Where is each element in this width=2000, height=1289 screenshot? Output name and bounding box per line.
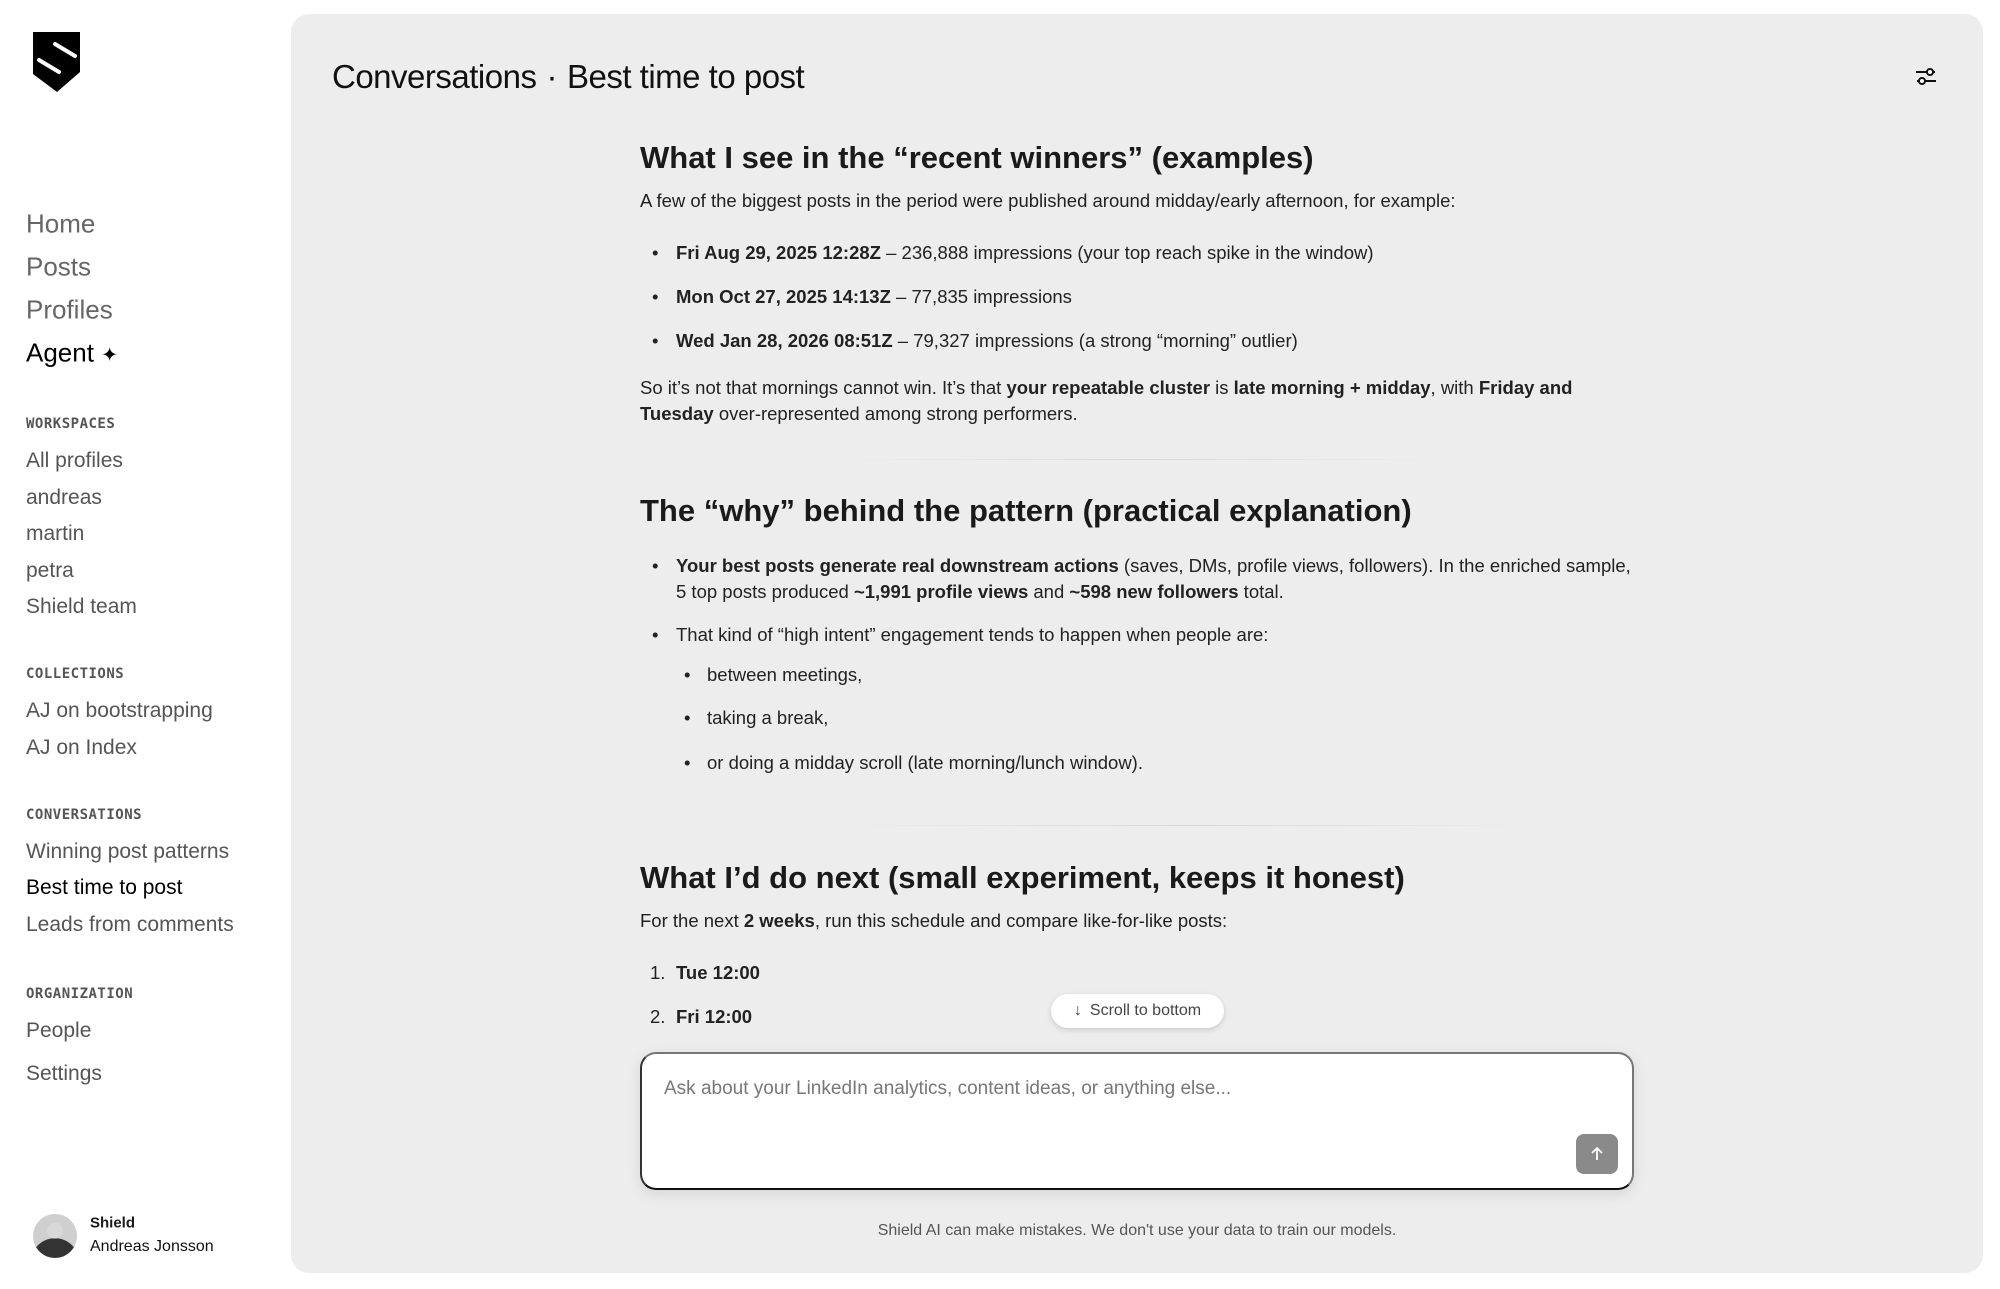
divider bbox=[840, 459, 1440, 460]
schedule-time: Tue 12:00 bbox=[676, 962, 760, 983]
text: over-represented among strong performers. bbox=[713, 403, 1078, 424]
arrow-down-icon: ↓ bbox=[1073, 1002, 1082, 1019]
text-bold: Friday and Tuesday bbox=[640, 377, 1573, 424]
avatar[interactable] bbox=[33, 1214, 77, 1258]
send-button[interactable] bbox=[1576, 1134, 1618, 1174]
example-date: Mon Oct 27, 2025 14:13Z bbox=[676, 286, 891, 307]
text-bold: your repeatable cluster bbox=[1006, 377, 1211, 398]
example-date: Fri Aug 29, 2025 12:28Z bbox=[676, 242, 881, 263]
list-item: • That kind of “high intent” engagement tends to happen when people are: bbox=[640, 622, 1634, 648]
nav-agent-label: Agent bbox=[26, 337, 94, 368]
workspaces-heading: WORKSPACES bbox=[26, 416, 116, 432]
list-item bbox=[640, 284, 1634, 310]
text: , run this schedule and compare like-for-like posts: bbox=[814, 910, 1228, 931]
conversation-title: Best time to post bbox=[566, 58, 805, 95]
page-title bbox=[332, 58, 804, 96]
user-name: Andreas Jonsson bbox=[90, 1238, 214, 1255]
collections-heading: COLLECTIONS bbox=[26, 666, 125, 682]
item-number: 2. bbox=[650, 1006, 666, 1027]
user-org: Shield bbox=[90, 1214, 136, 1232]
sparkle-icon: ✦ bbox=[101, 344, 118, 367]
schedule-item bbox=[640, 960, 1634, 986]
text: So it’s not that mornings cannot win. It’s that bbox=[640, 377, 1007, 398]
conversation-best-time-to-post[interactable]: Best time to post bbox=[26, 876, 183, 899]
message-input-placeholder: Ask about your LinkedIn analytics, content ideas, or anything else... bbox=[664, 1078, 1232, 1099]
sub-list-item: • between meetings, bbox=[640, 662, 1634, 688]
sub-list-item: • or doing a midday scroll (late morning/lunch window). bbox=[640, 750, 1634, 776]
item-number: 1. bbox=[650, 962, 666, 983]
breadcrumb-section[interactable]: Conversations bbox=[332, 58, 537, 95]
example-text: – 77,835 impressions bbox=[890, 286, 1072, 307]
collection-aj-bootstrapping[interactable]: AJ on bootstrapping bbox=[26, 699, 213, 722]
text: total. bbox=[1238, 581, 1284, 602]
disclaimer: Shield AI can make mistakes. We don't use your data to train our models. bbox=[877, 1222, 1397, 1239]
workspace-shield-team[interactable]: Shield team bbox=[26, 595, 137, 618]
list-item bbox=[640, 328, 1634, 354]
scroll-to-bottom-button[interactable] bbox=[1051, 994, 1224, 1028]
nav-profiles[interactable]: Profiles bbox=[26, 294, 113, 325]
text-bold: late morning + midday bbox=[1233, 377, 1431, 398]
collection-aj-index[interactable]: AJ on Index bbox=[26, 736, 137, 759]
nav-agent[interactable] bbox=[26, 338, 118, 369]
divider bbox=[840, 825, 1540, 826]
conversations-heading: CONVERSATIONS bbox=[26, 807, 143, 823]
scroll-to-bottom-label: Scroll to bottom bbox=[1089, 1002, 1202, 1019]
conversation-panel bbox=[291, 14, 1983, 1273]
paragraph-intro: A few of the biggest posts in the period were published around midday/early afternoon, for example: bbox=[640, 190, 1456, 211]
workspace-all-profiles[interactable]: All profiles bbox=[26, 449, 123, 472]
text: For the next bbox=[640, 910, 744, 931]
paragraph-schedule bbox=[640, 908, 1634, 934]
list-item bbox=[640, 553, 1634, 605]
nav-home[interactable]: Home bbox=[26, 208, 96, 239]
text-bold: ~598 new followers bbox=[1069, 581, 1239, 602]
arrow-up-icon bbox=[1588, 1145, 1606, 1163]
nav-settings[interactable]: Settings bbox=[26, 1062, 102, 1085]
shield-logo bbox=[33, 32, 80, 92]
conversation-leads-from-comments[interactable]: Leads from comments bbox=[26, 913, 234, 936]
nav-posts[interactable]: Posts bbox=[26, 251, 92, 282]
workspace-martin[interactable]: martin bbox=[26, 522, 85, 545]
example-text: – 79,327 impressions (a strong “morning” outlier) bbox=[892, 330, 1298, 351]
text-bold: ~1,991 profile views bbox=[853, 581, 1029, 602]
heading-recent-winners: What I see in the “recent winners” (examples) bbox=[640, 140, 1314, 175]
breadcrumb-separator: · bbox=[546, 58, 557, 95]
sub-list-item: • taking a break, bbox=[640, 705, 1634, 731]
example-date: Wed Jan 28, 2026 08:51Z bbox=[676, 330, 893, 351]
text-bold: Your best posts generate real downstream actions bbox=[676, 555, 1119, 576]
example-text: – 236,888 impressions (your top reach spike in the window) bbox=[880, 242, 1374, 263]
nav-people[interactable]: People bbox=[26, 1019, 92, 1042]
settings-sliders-icon[interactable] bbox=[1911, 62, 1941, 92]
conversation-winning-post-patterns[interactable]: Winning post patterns bbox=[26, 840, 230, 863]
paragraph-cluster bbox=[640, 375, 1634, 427]
text-bold: 2 weeks bbox=[743, 910, 815, 931]
text: (saves, DMs, profile views, followers). In the enriched sample, 5 top posts produced bbox=[676, 555, 1631, 602]
heading-why: The “why” behind the pattern (practical explanation) bbox=[640, 493, 1412, 528]
list-item bbox=[640, 240, 1634, 266]
schedule-time: Fri 12:00 bbox=[676, 1006, 753, 1027]
text: , with bbox=[1430, 377, 1479, 398]
message-input[interactable] bbox=[640, 1052, 1634, 1190]
workspace-petra[interactable]: petra bbox=[26, 559, 74, 582]
workspace-andreas[interactable]: andreas bbox=[26, 486, 102, 509]
text: and bbox=[1028, 581, 1070, 602]
heading-next: What I’d do next (small experiment, keeps it honest) bbox=[640, 860, 1405, 895]
text: is bbox=[1210, 377, 1234, 398]
organization-heading: ORGANIZATION bbox=[26, 986, 134, 1002]
